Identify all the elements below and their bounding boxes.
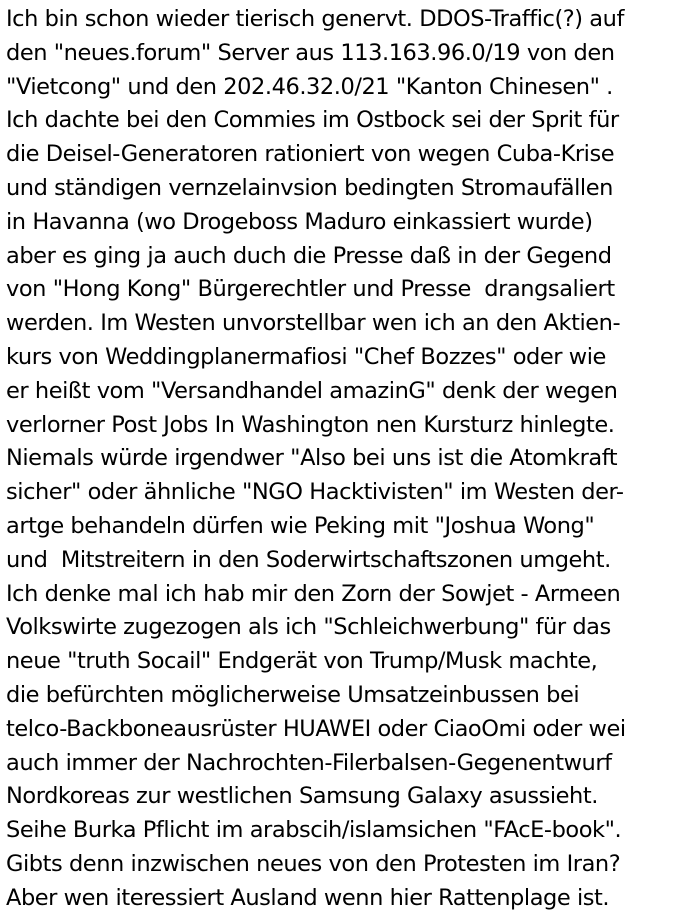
text-line: auch immer der Nachrochten-Filerbalsen-Gegenentwurf bbox=[6, 749, 612, 776]
text-line: er heißt vom "Versandhandel amazinG" denk der wegen bbox=[6, 377, 618, 404]
text-line: verlorner Post Jobs In Washington nen Kursturz hinlegte. bbox=[6, 411, 615, 438]
text-line: Gibts denn inzwischen neues von den Protesten im Iran? bbox=[6, 850, 621, 877]
text-line: Niemals würde irgendwer "Also bei uns ist die Atomkraft bbox=[6, 445, 618, 472]
text-line: telco-Backboneausrüster HUAWEI oder CiaoOmi oder wei bbox=[6, 715, 626, 742]
text-line: neue "truth Socail" Endgerät von Trump/Musk machte, bbox=[6, 648, 598, 675]
text-line: und Mitstreitern in den Soderwirtschaftszonen umgeht. bbox=[6, 546, 611, 573]
text-line: Volkswirte zugezogen als ich "Schleichwerbung" für das bbox=[6, 614, 611, 641]
text-line: und ständigen vernzelainvsion bedingten Stromaufällen bbox=[6, 174, 613, 201]
text-line: aber es ging ja auch duch die Presse daß in der Gegend bbox=[6, 242, 612, 269]
text-line: von "Hong Kong" Bürgerechtler und Presse drangsaliert bbox=[6, 276, 615, 303]
text-line: Aber wen iteressiert Ausland wenn hier Rattenplage ist. bbox=[6, 884, 610, 911]
text-line: sicher" oder ähnliche "NGO Hacktivisten" im Westen der- bbox=[6, 479, 624, 506]
text-line: Seihe Burka Pflicht im arabscih/islamsichen "FAcE-book". bbox=[6, 817, 622, 844]
text-line: werden. Im Westen unvorstellbar wen ich an den Aktien- bbox=[6, 310, 621, 337]
text-line: in Havanna (wo Drogeboss Maduro einkassiert wurde) bbox=[6, 208, 593, 235]
text-line: artge behandeln dürfen wie Peking mit "Joshua Wong" bbox=[6, 512, 595, 539]
document-body bbox=[6, 3, 682, 916]
text-line: die befürchten möglicherweise Umsatzeinbussen bei bbox=[6, 681, 580, 708]
text-line: Ich denke mal ich hab mir den Zorn der Sowjet - Armeen bbox=[6, 580, 621, 607]
text-line: die Deisel-Generatoren rationiert von wegen Cuba-Krise bbox=[6, 141, 615, 168]
text-line: Nordkoreas zur westlichen Samsung Galaxy asussieht. bbox=[6, 783, 598, 810]
text-line: kurs von Weddingplanermafiosi "Chef Bozzes" oder wie bbox=[6, 343, 606, 370]
text-line: "Vietcong" und den 202.46.32.0/21 "Kanton Chinesen" . bbox=[6, 73, 613, 100]
text-line: Ich dachte bei den Commies im Ostbock sei der Sprit für bbox=[6, 107, 619, 134]
text-line: den "neues.forum" Server aus 113.163.96.0/19 von den bbox=[6, 39, 615, 66]
text-line: Ich bin schon wieder tierisch genervt. DDOS-Traffic(?) auf bbox=[6, 6, 624, 32]
